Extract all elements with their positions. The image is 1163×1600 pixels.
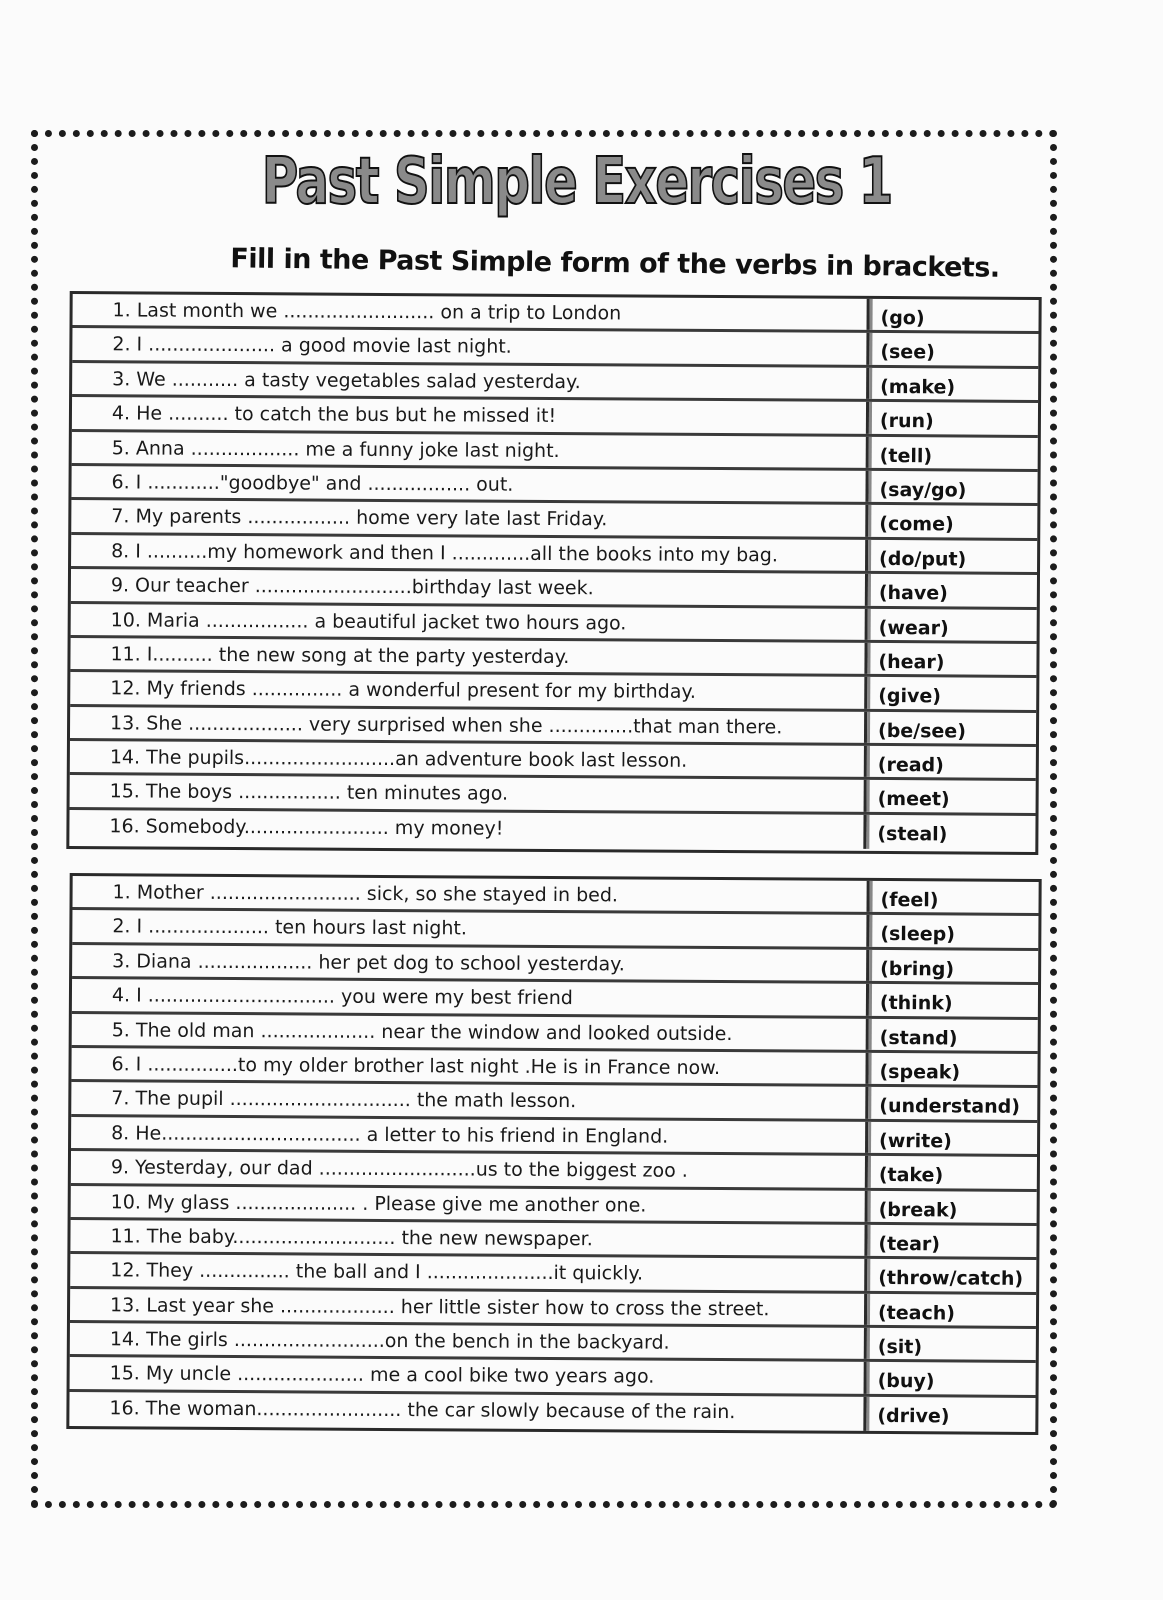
verb-hint: (buy) <box>867 1362 1036 1394</box>
instruction-text: Fill in the Past Simple form of the verbs in brackets. <box>230 243 1000 284</box>
table-row <box>71 569 1037 609</box>
table-row <box>72 876 1038 916</box>
verb-hint: (write) <box>868 1122 1037 1154</box>
table-row <box>70 672 1036 712</box>
exercise-sentence: 5. Anna .................. me a funny joke last night. <box>72 432 869 468</box>
verb-hint: (break) <box>868 1190 1037 1222</box>
verb-hint: (think) <box>869 984 1038 1016</box>
verb-hint: (make) <box>869 368 1038 400</box>
exercise-sentence: 8. I ..........my homework and then I .............all the books into my bag. <box>71 535 868 571</box>
verb-hint: (wear) <box>868 608 1037 640</box>
verb-hint: (teach) <box>867 1294 1036 1326</box>
verb-hint: (speak) <box>868 1053 1037 1085</box>
table-row <box>72 363 1038 403</box>
exercise-sentence: 7. My parents ................. home very late last Friday. <box>71 500 868 536</box>
verb-hint: (do/put) <box>868 540 1037 572</box>
verb-hint: (take) <box>868 1156 1037 1188</box>
verb-hint: (feel) <box>869 881 1038 913</box>
verb-hint: (sleep) <box>869 915 1038 947</box>
verb-hint: (say/go) <box>868 471 1037 503</box>
exercise-sentence: 8. He................................. a letter to his friend in England. <box>71 1117 868 1153</box>
exercise-table-2 <box>66 873 1041 1435</box>
verb-hint: (tear) <box>867 1225 1036 1257</box>
exercise-sentence: 1. Last month we ......................... on a trip to London <box>73 294 870 330</box>
exercise-sentence: 3. We ........... a tasty vegetables salad yesterday. <box>72 363 869 399</box>
table-row <box>71 1048 1037 1088</box>
exercise-sentence: 13. She ................... very surprised when she ..............that man there. <box>70 707 867 743</box>
verb-hint: (bring) <box>869 950 1038 982</box>
exercise-sentence: 12. My friends ............... a wonderful present for my birthday. <box>70 672 867 708</box>
exercise-sentence: 7. The pupil .............................. the math lesson. <box>71 1082 868 1118</box>
verb-hint: (run) <box>869 402 1038 434</box>
exercise-sentence: 11. I.......... the new song at the party yesterday. <box>70 638 867 674</box>
table-row <box>71 535 1037 575</box>
table-row <box>70 776 1036 816</box>
exercise-sentence: 1. Mother ......................... sick, so she stayed in bed. <box>72 876 869 912</box>
table-row <box>70 1358 1036 1398</box>
table-row <box>71 1117 1037 1157</box>
verb-hint: (give) <box>867 677 1036 709</box>
verb-hint: (go) <box>869 299 1038 331</box>
verb-hint: (have) <box>868 574 1037 606</box>
table-row <box>71 1082 1037 1122</box>
exercise-sentence: 14. The girls .........................on the bench in the backyard. <box>70 1323 867 1359</box>
table-row <box>71 1151 1037 1191</box>
exercise-sentence: 4. I ............................... you were my best friend <box>72 979 869 1015</box>
exercise-sentence: 9. Our teacher ..........................birthday last week. <box>71 569 868 605</box>
table-row <box>71 1186 1037 1226</box>
table-row <box>70 707 1036 747</box>
verb-hint: (stand) <box>869 1018 1038 1050</box>
exercise-sentence: 6. I ...............to my older brother last night .He is in France now. <box>71 1048 868 1084</box>
exercise-sentence: 9. Yesterday, our dad ..........................us to the biggest zoo . <box>71 1151 868 1187</box>
verb-hint: (meet) <box>867 780 1036 812</box>
exercise-sentence: 10. Maria ................. a beautiful jacket two hours ago. <box>71 604 868 640</box>
exercise-sentence: 12. They ............... the ball and I .....................it quickly. <box>70 1254 867 1290</box>
exercise-sentence: 16. The woman........................ the car slowly because of the rain. <box>69 1392 866 1431</box>
verb-hint: (be/see) <box>867 712 1036 744</box>
table-row <box>70 741 1036 781</box>
table-row <box>71 500 1037 540</box>
verb-hint: (come) <box>868 505 1037 537</box>
page-title: Past Simple Exercises 1 <box>261 145 892 219</box>
table-row <box>69 810 1035 850</box>
exercise-sentence: 13. Last year she ................... her little sister how to cross the street. <box>70 1289 867 1325</box>
table-row <box>70 1289 1036 1329</box>
table-row <box>72 294 1038 334</box>
exercise-sentence: 2. I .................... ten hours last night. <box>72 910 869 946</box>
table-row <box>71 466 1037 506</box>
table-row <box>72 979 1038 1019</box>
exercise-sentence: 11. The baby........................... the new newspaper. <box>70 1220 867 1256</box>
verb-hint: (drive) <box>866 1397 1035 1432</box>
verb-hint: (throw/catch) <box>867 1259 1036 1291</box>
table-row <box>72 328 1038 368</box>
table-row <box>72 1014 1038 1054</box>
table-row <box>72 945 1038 985</box>
verb-hint: (hear) <box>867 643 1036 675</box>
verb-hint: (see) <box>869 333 1038 365</box>
exercise-sentence: 15. The boys ................. ten minutes ago. <box>70 776 867 812</box>
table-row <box>70 1220 1036 1260</box>
exercise-table-1 <box>66 291 1041 855</box>
table-row <box>72 432 1038 472</box>
exercise-sentence: 16. Somebody........................ my money! <box>69 810 866 849</box>
exercise-sentence: 3. Diana ................... her pet dog to school yesterday. <box>72 945 869 981</box>
table-row <box>70 1323 1036 1363</box>
exercise-sentence: 15. My uncle ..................... me a cool bike two years ago. <box>70 1358 867 1394</box>
table-row <box>70 1254 1036 1294</box>
exercise-sentence: 2. I ..................... a good movie last night. <box>72 328 869 364</box>
verb-hint: (tell) <box>869 436 1038 468</box>
table-row <box>69 1392 1035 1432</box>
exercise-sentence: 4. He .......... to catch the bus but he missed it! <box>72 397 869 433</box>
verb-hint: (read) <box>867 746 1036 778</box>
exercise-sentence: 10. My glass .................... . Please give me another one. <box>71 1186 868 1222</box>
table-row <box>70 638 1036 678</box>
verb-hint: (steal) <box>866 815 1035 850</box>
verb-hint: (understand) <box>868 1087 1037 1119</box>
table-row <box>71 604 1037 644</box>
exercise-sentence: 14. The pupils.........................an adventure book last lesson. <box>70 741 867 777</box>
table-row <box>72 397 1038 437</box>
verb-hint: (sit) <box>867 1328 1036 1360</box>
table-row <box>72 910 1038 950</box>
exercise-sentence: 5. The old man ................... near the window and looked outside. <box>72 1014 869 1050</box>
exercise-sentence: 6. I ............"goodbye" and ................. out. <box>71 466 868 502</box>
